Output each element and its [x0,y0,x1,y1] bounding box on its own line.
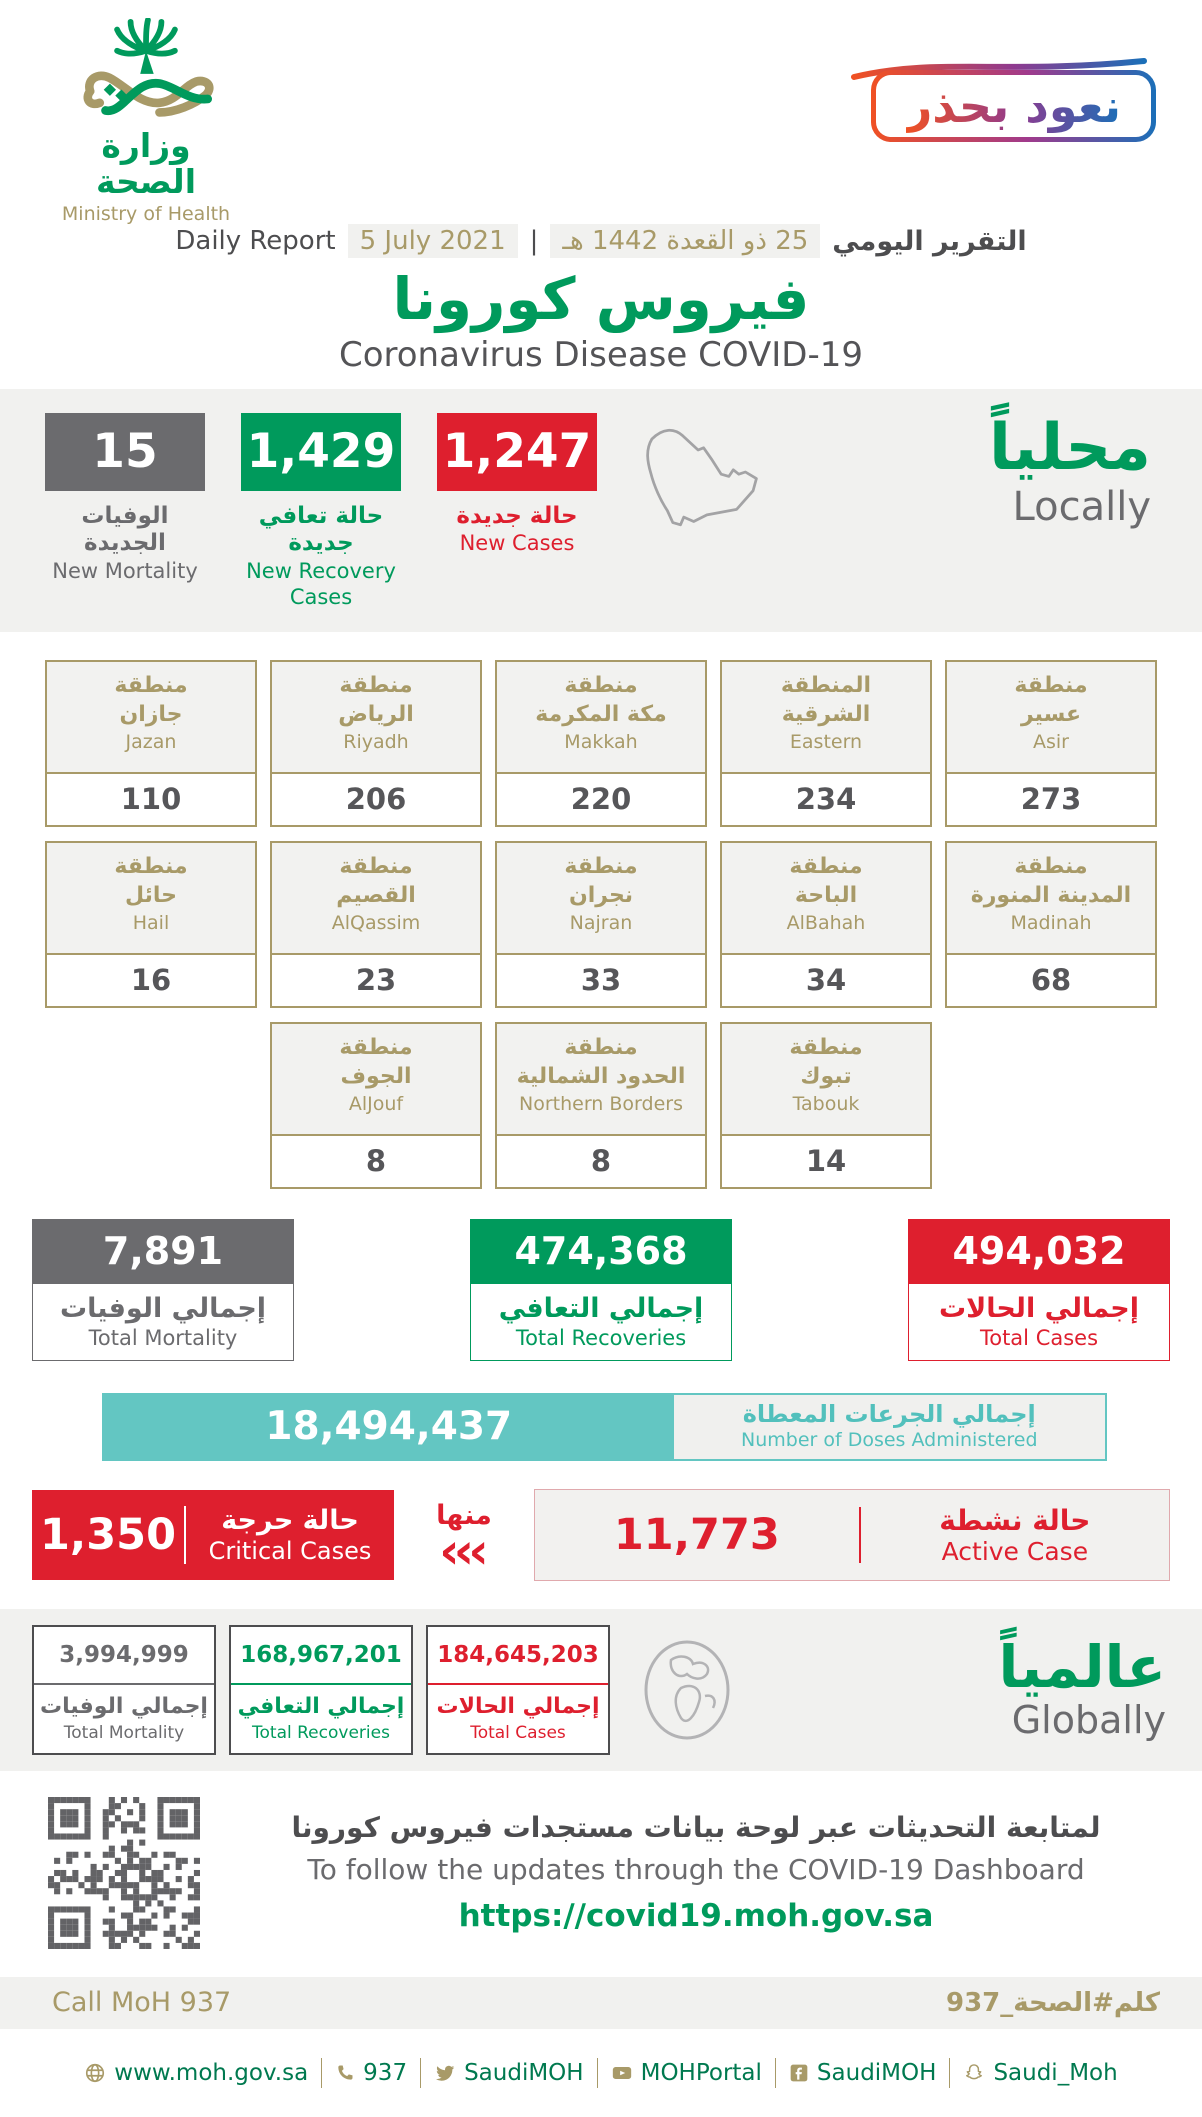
dashboard-section [0,1771,1202,1957]
locally-heading-en: Locally [1012,483,1151,530]
region-card-najran: منطقة نجران Najran 33 [495,841,707,1008]
total-recoveries-box: 474,368 إجمالي التعافي Total Recoveries [470,1219,732,1361]
globe-icon [84,2062,106,2084]
phone-icon [335,2063,355,2083]
social-links-bar [0,2029,1202,2117]
region-card-aljouf: منطقة الجوف AlJouf 8 [270,1022,482,1189]
region-card-alqassim: منطقة القصيم AlQassim 23 [270,841,482,1008]
youtube-icon [611,2062,633,2084]
return-with-caution-badge [871,70,1156,142]
global-cases-box: 184,645,203 إجمالي الحالات Total Cases [426,1625,610,1754]
critical-cases-value: 1,350 [39,1510,176,1561]
region-value: 14 [805,1144,847,1179]
local-stats-band [0,389,1202,633]
dashboard-url-link[interactable]: https://covid19.moh.gov.sa [458,1898,934,1935]
moh-logo [46,18,246,225]
snapchat-icon [963,2062,985,2084]
of-which-connector: منها ‹‹‹ [422,1500,506,1571]
global-stats-band [0,1609,1202,1770]
region-card-eastern: المنطقة الشرقية Eastern 234 [720,660,932,827]
doses-value: 18,494,437 [104,1395,674,1459]
page-title-arabic: فيروس كورونا [392,265,810,333]
twitter-link[interactable]: SaudiMOH [421,2060,597,2086]
region-value: 33 [580,963,622,998]
region-value: 206 [345,782,407,817]
logo-title-arabic: وزارة الصحة [95,126,196,202]
logo-title-english: Ministry of Health [61,202,231,225]
chevrons-left-icon: ‹‹‹ [439,1521,483,1580]
call-moh-hashtag-ar: كلم#الصحة_937 [946,1987,1160,2018]
region-card-tabouk: منطقة تبوك Tabouk 14 [720,1022,932,1189]
region-value: 16 [130,963,172,998]
badge-label: نعود بحذر [905,79,1121,133]
global-recoveries-box: 168,967,201 إجمالي التعافي Total Recoveries [229,1625,413,1754]
region-value: 220 [570,782,632,817]
dashboard-note-ar: لمتابعة التحديثات عبر لوحة بيانات مستجدات فيروس كورونا [291,1811,1101,1845]
region-value: 68 [1030,963,1072,998]
region-value: 110 [120,782,182,817]
call-moh-band [0,1977,1202,2029]
local-totals-row [0,1193,1202,1367]
dashboard-note-en: To follow the updates through the COVID-19 Dashboard [307,1853,1085,1887]
globally-heading-ar: عالمياً [998,1633,1166,1702]
active-case-box: 11,773 حالة نشطة Active Case [534,1489,1170,1581]
region-card-hail: منطقة حائل Hail 16 [45,841,257,1008]
region-card-northern-borders: منطقة الحدود الشمالية Northern Borders 8 [495,1022,707,1189]
new-mortality-stat: 15 الوفيات الجديدة New Mortality [45,413,205,611]
region-value: 23 [355,963,397,998]
region-card-madinah: منطقة المدينة المنورة Madinah 68 [945,841,1157,1008]
date-hijri: 25 ذو القعدة 1442 هـ [550,224,820,258]
qr-code [48,1797,200,1949]
new-mortality-value: 15 [45,413,205,491]
region-card-asir: منطقة عسير Asir 273 [945,660,1157,827]
globally-heading-en: Globally [1011,1698,1166,1743]
total-cases-box: 494,032 إجمالي الحالات Total Cases [908,1219,1170,1361]
date-gregorian: 5 July 2021 [348,224,518,258]
moh-palm-emblem-icon [78,18,214,124]
saudi-arabia-map-icon [623,413,793,549]
youtube-link[interactable]: MOHPortal [598,2060,775,2086]
dateline [0,224,1202,258]
total-mortality-box: 7,891 إجمالي الوفيات Total Mortality [32,1219,294,1361]
region-value: 8 [590,1144,612,1179]
call-moh-label-en: Call MoH 937 [52,1987,232,2019]
header [0,0,1202,375]
new-cases-stat: 1,247 حالة جديدة New Cases [437,413,597,611]
website-link[interactable]: www.moh.gov.sa [71,2060,321,2086]
critical-active-row [0,1461,1202,1581]
region-value: 34 [805,963,847,998]
date-separator: | [529,226,539,256]
region-card-makkah: منطقة مكة المكرمة Makkah 220 [495,660,707,827]
new-recovery-value: 1,429 [241,413,401,491]
facebook-link[interactable]: SaudiMOH [776,2060,950,2086]
region-card-albahah: منطقة الباحة AlBahah 34 [720,841,932,1008]
facebook-icon [789,2063,809,2083]
region-value: 8 [365,1144,387,1179]
locally-heading-ar: محلياً [988,410,1151,485]
globe-icon [641,1638,733,1742]
twitter-icon [434,2062,456,2084]
phone-link[interactable]: 937 [322,2060,420,2086]
snapchat-link[interactable]: Saudi_Moh [950,2060,1130,2086]
region-card-jazan: منطقة جازان Jazan 110 [45,660,257,827]
doses-administered-bar: 18,494,437 إجمالي الجرعات المعطاة Number of Doses Administered [102,1393,1107,1461]
daily-report-label-en: Daily Report [175,226,336,256]
global-mortality-box: 3,994,999 إجمالي الوفيات Total Mortality [32,1625,216,1754]
daily-report-label-ar: التقرير اليومي [832,225,1027,257]
region-cases-grid [0,632,1202,1193]
region-value: 273 [1020,782,1082,817]
region-value: 234 [795,782,857,817]
page-title-english: Coronavirus Disease COVID-19 [338,334,863,375]
new-cases-value: 1,247 [437,413,597,491]
active-case-value: 11,773 [613,1510,780,1561]
critical-cases-box: 1,350 حالة حرجة Critical Cases [32,1490,394,1580]
new-recovery-stat: 1,429 حالة تعافي جديدة New Recovery Cases [241,413,401,611]
region-card-riyadh: منطقة الرياض Riyadh 206 [270,660,482,827]
